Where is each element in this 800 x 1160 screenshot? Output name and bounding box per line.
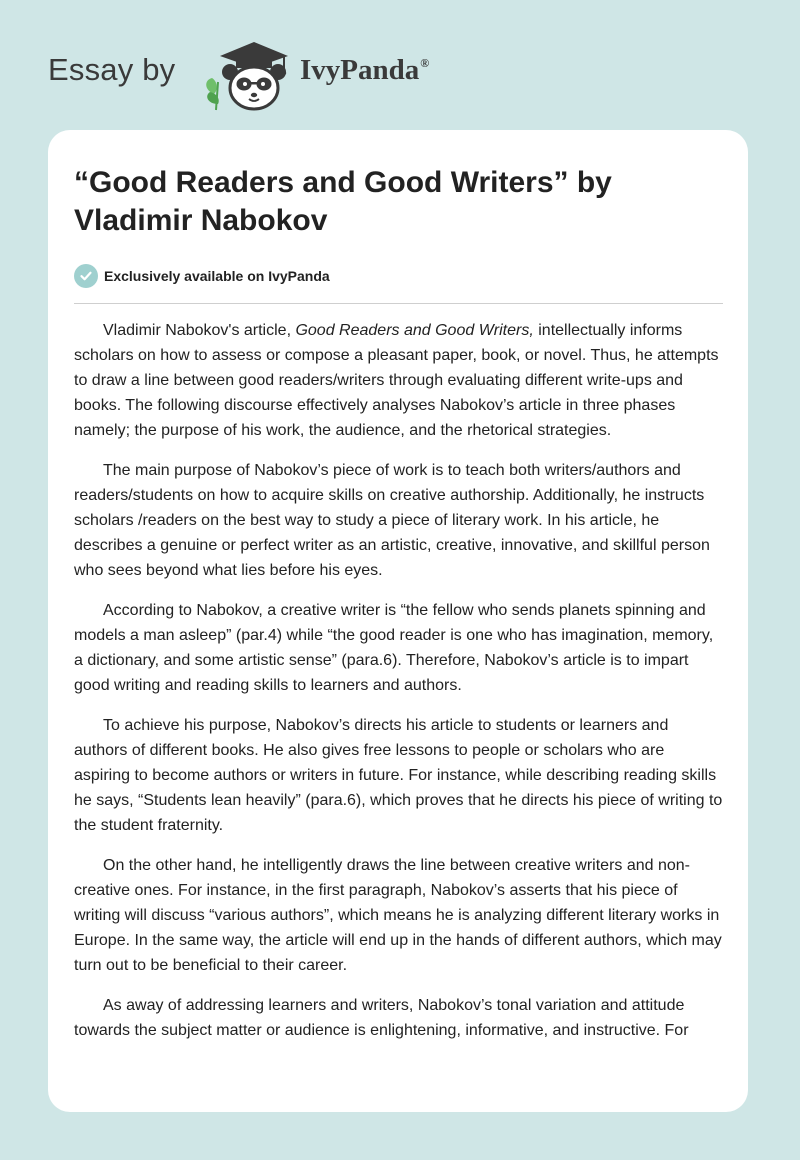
- paragraph-text: intellectually informs scholars on how to assess or compose a pleasant paper, book, or novel. Thus, he attempts to draw a line between good readers/writers through evaluating different write-ups and books. The following discourse effectively analyses Nabokov’s article in three phases namely; the purpose of his work, the audience, and the rhetorical strategies.: [74, 322, 719, 439]
- brand-name[interactable]: [300, 54, 429, 87]
- article-title-italic: Good Readers and Good Writers,: [295, 322, 534, 339]
- registered-mark: ®: [420, 56, 430, 70]
- panda-logo-icon[interactable]: [200, 34, 296, 112]
- divider: [74, 303, 723, 304]
- badge-label: Exclusively available on IvyPanda: [104, 268, 330, 284]
- essay-title: “Good Readers and Good Writers” by Vladimir Nabokov: [74, 166, 612, 237]
- site-header: [48, 34, 508, 114]
- check-icon: [74, 264, 98, 288]
- paragraph: To achieve his purpose, Nabokov’s directs his article to students or learners and authors of different books. He also gives free lessons to people or scholars who are aspiring to become authors or writers in future. For instance, while describing reading skills he says, “Students lean heavily” (para.6), which proves that he directs his piece of writing to the student fraternity.: [74, 717, 723, 834]
- paragraph: [74, 318, 724, 443]
- paragraph: As away of addressing learners and writers, Nabokov’s tonal variation and attitude towards the subject matter or audience is enlightening, informative, and instructive. For: [74, 997, 689, 1039]
- exclusive-badge: [74, 263, 330, 289]
- paragraph: The main purpose of Nabokov’s piece of work is to teach both writers/authors and readers/students on how to acquire skills on creative authorship. Additionally, he instructs scholars /readers on the best way to study a piece of literary work. In his article, he describes a genuine or perfect writer as an artistic, creative, innovative, and skillful person who sees beyond what lies before his eyes.: [74, 462, 710, 579]
- essay-body: [74, 318, 724, 1058]
- brand-name-text: IvyPanda: [300, 54, 420, 86]
- paragraph-text: Vladimir Nabokov's article,: [103, 322, 296, 339]
- essay-by-label: Essay by: [48, 52, 176, 87]
- paragraph: On the other hand, he intelligently draws the line between creative writers and non-creative ones. For instance, in the first paragraph, Nabokov’s asserts that his piece of writing will discuss “various authors”, which means he is analyzing different literary works in Europe. In the same way, the article will end up in the hands of different authors, which may turn out to be beneficial to their career.: [74, 857, 722, 974]
- paragraph: According to Nabokov, a creative writer is “the fellow who sends planets spinning and models a man asleep” (par.4) while “the good reader is one who has imagination, memory, a dictionary, and some artistic sense” (para.6). Therefore, Nabokov’s article is to impart good writing and reading skills to learners and authors.: [74, 602, 714, 694]
- essay-card: [48, 130, 748, 1112]
